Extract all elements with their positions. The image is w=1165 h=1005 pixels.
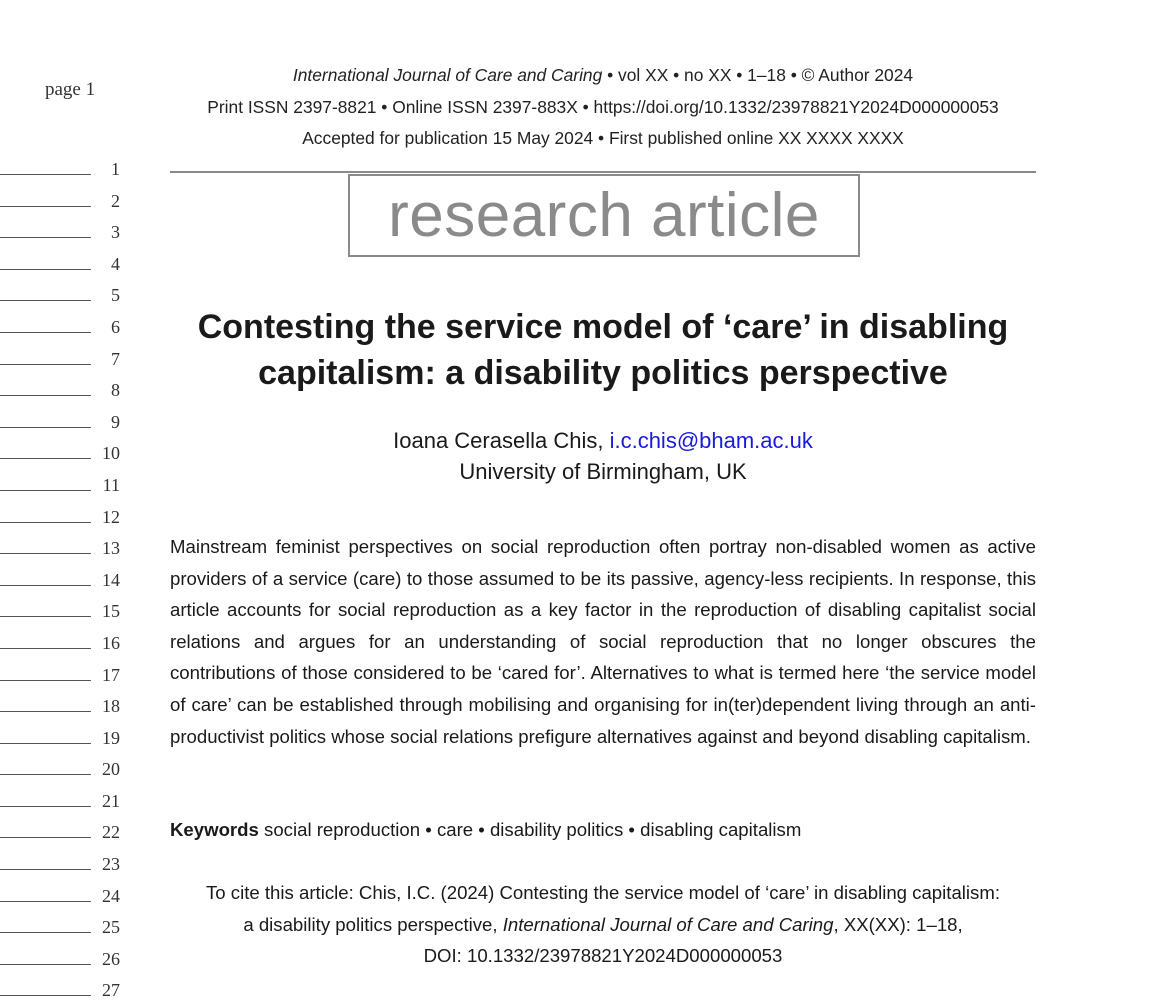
journal-citation-line: [170, 60, 1036, 92]
line-number: 4: [111, 253, 120, 274]
line-number-row: [0, 721, 130, 753]
line-number-row: [0, 752, 130, 784]
gutter-rule: [0, 648, 91, 649]
line-number-row: [0, 594, 130, 626]
keywords-list: social reproduction • care • disability politics • disabling capitalism: [258, 819, 802, 840]
gutter-rule: [0, 616, 91, 617]
header-rule: [170, 171, 1036, 173]
citation-line-1: To cite this article: Chis, I.C. (2024) Contesting the service model of ‘care’ in disabling capitalism:: [205, 882, 1001, 903]
citation-article-title: a disability politics perspective,: [243, 913, 503, 935]
line-number-row: [0, 500, 130, 532]
line-number-row: [0, 436, 130, 468]
line-number-row: [0, 784, 130, 816]
gutter-rule: [0, 269, 91, 270]
line-number-row: [0, 689, 130, 721]
citation-doi: DOI: 10.1332/23978821Y2024D000000053: [423, 945, 783, 967]
publication-dates-line: Accepted for publication 15 May 2024 • First published online XX XXXX XXXX: [302, 128, 904, 148]
line-number-row: [0, 815, 130, 847]
line-number: 9: [111, 411, 120, 432]
line-number: 17: [102, 664, 120, 685]
line-number-gutter: [0, 152, 130, 1005]
journal-name: International Journal of Care and Caring: [292, 65, 603, 85]
citation-volume: , XX(XX): 1–18,: [833, 913, 963, 935]
line-number: 13: [102, 538, 120, 559]
line-number-row: [0, 373, 130, 405]
citation-block: [170, 877, 1036, 972]
journal-header: [170, 60, 1036, 155]
line-number: 11: [102, 474, 120, 495]
gutter-rule: [0, 774, 91, 775]
line-number: 8: [111, 380, 120, 401]
line-number-row: [0, 278, 130, 310]
line-number-row: [0, 405, 130, 437]
gutter-rule: [0, 806, 91, 807]
keywords: [170, 814, 1036, 846]
line-number: 24: [102, 885, 120, 906]
line-number-row: [0, 468, 130, 500]
journal-issn-doi-line: Print ISSN 2397-8821 • Online ISSN 2397-883X • https://doi.org/10.1332/23978821Y2024D000000053: [207, 96, 999, 117]
title-line-1: Contesting the service model of ‘care’ in disabling: [197, 308, 1009, 346]
gutter-rule: [0, 553, 91, 554]
line-number-row: [0, 942, 130, 974]
gutter-rule: [0, 932, 91, 933]
line-number: 16: [102, 632, 120, 653]
article-title: [170, 304, 1036, 396]
line-number: 3: [111, 222, 120, 243]
line-number-row: [0, 531, 130, 563]
gutter-rule: [0, 395, 91, 396]
line-number: 18: [102, 696, 120, 717]
line-number: 12: [102, 506, 120, 527]
gutter-rule: [0, 427, 91, 428]
line-number: 22: [102, 822, 120, 843]
line-number: 20: [102, 759, 120, 780]
line-number: 23: [102, 854, 120, 875]
gutter-rule: [0, 332, 91, 333]
gutter-rule: [0, 237, 91, 238]
line-number-row: [0, 342, 130, 374]
gutter-rule: [0, 174, 91, 175]
gutter-rule: [0, 901, 91, 902]
line-number-row: [0, 184, 130, 216]
line-number-row: [0, 563, 130, 595]
citation-line-2: [170, 909, 1036, 941]
line-number: 14: [102, 569, 120, 590]
gutter-rule: [0, 522, 91, 523]
author-line: [170, 425, 1036, 456]
gutter-rule: [0, 964, 91, 965]
author-name: Ioana Cerasella Chis,: [393, 428, 610, 453]
page-label: page 1: [45, 79, 96, 100]
line-number: 7: [111, 348, 120, 369]
line-number: 25: [102, 917, 120, 938]
title-line-2: capitalism: a disability politics perspective: [258, 354, 948, 392]
line-number: 19: [102, 727, 120, 748]
author-email-link[interactable]: i.c.chis@bham.ac.uk: [609, 428, 813, 453]
author-block: [170, 425, 1036, 487]
line-number-row: [0, 973, 130, 1005]
gutter-rule: [0, 743, 91, 744]
line-number: 5: [111, 285, 120, 306]
gutter-rule: [0, 837, 91, 838]
gutter-rule: [0, 995, 91, 996]
gutter-rule: [0, 206, 91, 207]
line-number: 10: [102, 443, 120, 464]
gutter-rule: [0, 458, 91, 459]
line-number-row: [0, 879, 130, 911]
gutter-rule: [0, 711, 91, 712]
line-number: 26: [102, 948, 120, 969]
line-number: 27: [102, 980, 120, 1001]
line-number-row: [0, 910, 130, 942]
line-number-row: [0, 626, 130, 658]
line-number-row: [0, 658, 130, 690]
gutter-rule: [0, 680, 91, 681]
gutter-rule: [0, 364, 91, 365]
citation-journal: International Journal of Care and Caring: [502, 913, 834, 935]
line-number-row: [0, 215, 130, 247]
line-number: 15: [102, 601, 120, 622]
line-number-row: [0, 247, 130, 279]
keywords-label: Keywords: [170, 819, 259, 840]
line-number: 1: [111, 159, 120, 179]
line-number-row: [0, 847, 130, 879]
abstract-text: Mainstream feminist perspectives on social reproduction often portray non-disabled women as active providers of a service (care) to those assumed to be its passive, agency-less recipients. In response, this article accounts for social reproduction as a key factor in the reproduction of disabling capitalist social relations and argues for an understanding of social reproduction that no longer obscures the contributions of those considered to be ‘cared for’. Alternatives to what is termed here ‘the service model of care’ can be established through mobilising and organising for in(ter)dependent living through an anti-productivist politics whose social relations prefigure alternatives against and beyond disabling capitalism.: [170, 536, 1036, 747]
line-number-row: [0, 310, 130, 342]
gutter-rule: [0, 490, 91, 491]
line-number: 21: [102, 790, 120, 811]
line-number: 2: [111, 190, 120, 211]
line-number: 6: [111, 316, 120, 337]
author-affiliation: University of Birmingham, UK: [459, 459, 747, 484]
article-type-banner: research article: [348, 174, 860, 257]
gutter-rule: [0, 300, 91, 301]
line-number-row: [0, 152, 130, 184]
gutter-rule: [0, 585, 91, 586]
gutter-rule: [0, 869, 91, 870]
journal-volume-info: • vol XX • no XX • 1–18 • © Author 2024: [602, 65, 914, 85]
